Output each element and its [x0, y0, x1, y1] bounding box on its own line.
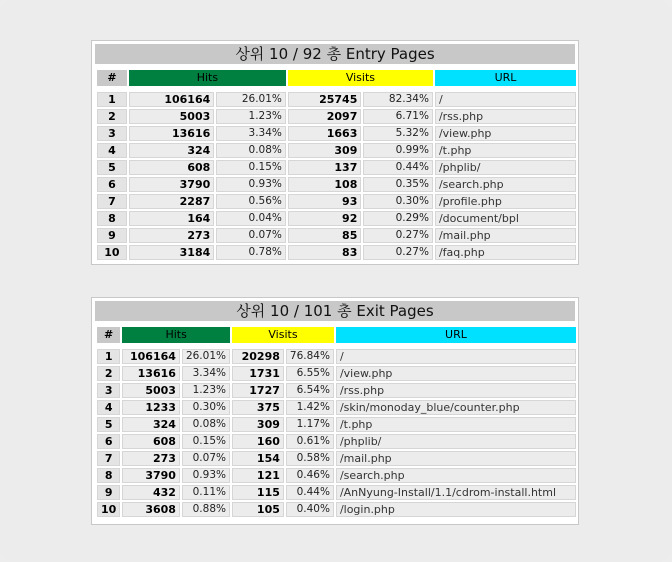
visits-percent-cell: 0.44%	[286, 485, 334, 500]
rank-cell: 10	[97, 245, 127, 260]
visits-percent-cell: 0.29%	[363, 211, 433, 226]
visits-header: Visits	[232, 327, 334, 343]
hits-percent-cell: 0.93%	[182, 468, 230, 483]
rank-cell: 6	[97, 177, 127, 192]
exit-pages-table	[95, 325, 578, 519]
visits-percent-cell: 0.61%	[286, 434, 334, 449]
hits-percent-cell: 0.07%	[182, 451, 230, 466]
visits-cell: 92	[288, 211, 361, 226]
url-cell: /t.php	[336, 417, 576, 432]
visits-percent-cell: 6.54%	[286, 383, 334, 398]
hits-cell: 106164	[129, 92, 214, 107]
visits-percent-cell: 76.84%	[286, 349, 334, 364]
visits-percent-cell: 0.27%	[363, 245, 433, 260]
visits-percent-cell: 1.17%	[286, 417, 334, 432]
visits-cell: 1727	[232, 383, 284, 398]
visits-cell: 154	[232, 451, 284, 466]
table-row	[97, 366, 576, 381]
hits-cell: 608	[122, 434, 180, 449]
url-cell: /faq.php	[435, 245, 576, 260]
url-cell: /rss.php	[435, 109, 576, 124]
hits-header: Hits	[129, 70, 286, 86]
hits-percent-cell: 3.34%	[216, 126, 286, 141]
visits-cell: 83	[288, 245, 361, 260]
visits-cell: 309	[232, 417, 284, 432]
url-cell: /t.php	[435, 143, 576, 158]
url-cell: /view.php	[336, 366, 576, 381]
visits-percent-cell: 6.71%	[363, 109, 433, 124]
rank-cell: 9	[97, 228, 127, 243]
hits-header: Hits	[122, 327, 230, 343]
hits-cell: 13616	[129, 126, 214, 141]
visits-cell: 20298	[232, 349, 284, 364]
visits-cell: 108	[288, 177, 361, 192]
rank-cell: 8	[97, 211, 127, 226]
hits-percent-cell: 0.04%	[216, 211, 286, 226]
table-row	[97, 245, 576, 260]
visits-percent-cell: 0.35%	[363, 177, 433, 192]
url-cell: /phplib/	[336, 434, 576, 449]
rank-header: #	[97, 70, 127, 86]
entry-table-header	[97, 70, 576, 86]
hits-percent-cell: 0.08%	[216, 143, 286, 158]
table-row	[97, 502, 576, 517]
table-row	[97, 434, 576, 449]
visits-percent-cell: 0.99%	[363, 143, 433, 158]
url-cell: /	[435, 92, 576, 107]
visits-cell: 121	[232, 468, 284, 483]
entry-pages-table	[95, 68, 578, 262]
visits-cell: 309	[288, 143, 361, 158]
visits-cell: 2097	[288, 109, 361, 124]
url-header: URL	[435, 70, 576, 86]
table-row	[97, 92, 576, 107]
rank-cell: 9	[97, 485, 120, 500]
table-row	[97, 468, 576, 483]
hits-percent-cell: 0.08%	[182, 417, 230, 432]
visits-percent-cell: 1.42%	[286, 400, 334, 415]
visits-percent-cell: 0.30%	[363, 194, 433, 209]
visits-percent-cell: 82.34%	[363, 92, 433, 107]
table-row	[97, 417, 576, 432]
table-row	[97, 177, 576, 192]
entry-pages-panel	[91, 40, 579, 265]
visits-cell: 1731	[232, 366, 284, 381]
hits-percent-cell: 0.93%	[216, 177, 286, 192]
hits-cell: 3608	[122, 502, 180, 517]
url-cell: /skin/monoday_blue/counter.php	[336, 400, 576, 415]
hits-percent-cell: 26.01%	[216, 92, 286, 107]
visits-cell: 137	[288, 160, 361, 175]
hits-cell: 1233	[122, 400, 180, 415]
table-row	[97, 143, 576, 158]
exit-pages-panel	[91, 297, 579, 525]
hits-percent-cell: 1.23%	[182, 383, 230, 398]
hits-cell: 432	[122, 485, 180, 500]
url-cell: /mail.php	[336, 451, 576, 466]
visits-cell: 1663	[288, 126, 361, 141]
hits-percent-cell: 3.34%	[182, 366, 230, 381]
hits-cell: 273	[129, 228, 214, 243]
rank-cell: 4	[97, 400, 120, 415]
rank-cell: 3	[97, 126, 127, 141]
table-row	[97, 126, 576, 141]
table-row	[97, 160, 576, 175]
url-cell: /rss.php	[336, 383, 576, 398]
hits-percent-cell: 0.15%	[182, 434, 230, 449]
rank-cell: 5	[97, 417, 120, 432]
table-row	[97, 400, 576, 415]
hits-percent-cell: 0.15%	[216, 160, 286, 175]
hits-cell: 5003	[129, 109, 214, 124]
table-row	[97, 228, 576, 243]
hits-percent-cell: 1.23%	[216, 109, 286, 124]
hits-percent-cell: 0.88%	[182, 502, 230, 517]
hits-cell: 5003	[122, 383, 180, 398]
url-cell: /profile.php	[435, 194, 576, 209]
entry-table-body	[97, 92, 576, 260]
rank-cell: 8	[97, 468, 120, 483]
url-cell: /document/bpl	[435, 211, 576, 226]
visits-cell: 93	[288, 194, 361, 209]
url-cell: /phplib/	[435, 160, 576, 175]
rank-cell: 7	[97, 451, 120, 466]
table-row	[97, 349, 576, 364]
hits-cell: 3790	[122, 468, 180, 483]
url-header: URL	[336, 327, 576, 343]
visits-percent-cell: 0.40%	[286, 502, 334, 517]
visits-percent-cell: 5.32%	[363, 126, 433, 141]
rank-cell: 7	[97, 194, 127, 209]
rank-cell: 5	[97, 160, 127, 175]
rank-cell: 10	[97, 502, 120, 517]
table-row	[97, 211, 576, 226]
rank-cell: 2	[97, 109, 127, 124]
hits-cell: 324	[122, 417, 180, 432]
url-cell: /search.php	[435, 177, 576, 192]
hits-cell: 106164	[122, 349, 180, 364]
hits-cell: 2287	[129, 194, 214, 209]
visits-percent-cell: 0.44%	[363, 160, 433, 175]
rank-cell: 3	[97, 383, 120, 398]
visits-cell: 375	[232, 400, 284, 415]
rank-cell: 1	[97, 92, 127, 107]
visits-cell: 85	[288, 228, 361, 243]
entry-pages-title: 상위 10 / 92 총 Entry Pages	[95, 44, 575, 64]
url-cell: /login.php	[336, 502, 576, 517]
url-cell: /AnNyung-Install/1.1/cdrom-install.html	[336, 485, 576, 500]
hits-cell: 3790	[129, 177, 214, 192]
hits-cell: 273	[122, 451, 180, 466]
visits-percent-cell: 0.58%	[286, 451, 334, 466]
hits-cell: 324	[129, 143, 214, 158]
rank-cell: 1	[97, 349, 120, 364]
visits-percent-cell: 0.46%	[286, 468, 334, 483]
rank-header: #	[97, 327, 120, 343]
visits-percent-cell: 6.55%	[286, 366, 334, 381]
hits-cell: 13616	[122, 366, 180, 381]
visits-cell: 115	[232, 485, 284, 500]
rank-cell: 6	[97, 434, 120, 449]
hits-percent-cell: 0.30%	[182, 400, 230, 415]
hits-cell: 608	[129, 160, 214, 175]
visits-cell: 105	[232, 502, 284, 517]
hits-cell: 164	[129, 211, 214, 226]
url-cell: /mail.php	[435, 228, 576, 243]
rank-cell: 4	[97, 143, 127, 158]
url-cell: /view.php	[435, 126, 576, 141]
hits-cell: 3184	[129, 245, 214, 260]
hits-percent-cell: 0.78%	[216, 245, 286, 260]
table-row	[97, 383, 576, 398]
url-cell: /	[336, 349, 576, 364]
table-row	[97, 109, 576, 124]
exit-pages-title: 상위 10 / 101 총 Exit Pages	[95, 301, 575, 321]
hits-percent-cell: 26.01%	[182, 349, 230, 364]
visits-cell: 25745	[288, 92, 361, 107]
table-row	[97, 485, 576, 500]
table-row	[97, 194, 576, 209]
hits-percent-cell: 0.07%	[216, 228, 286, 243]
rank-cell: 2	[97, 366, 120, 381]
visits-cell: 160	[232, 434, 284, 449]
visits-percent-cell: 0.27%	[363, 228, 433, 243]
url-cell: /search.php	[336, 468, 576, 483]
hits-percent-cell: 0.11%	[182, 485, 230, 500]
exit-table-body	[97, 349, 576, 517]
hits-percent-cell: 0.56%	[216, 194, 286, 209]
exit-table-header	[97, 327, 576, 343]
table-row	[97, 451, 576, 466]
visits-header: Visits	[288, 70, 433, 86]
